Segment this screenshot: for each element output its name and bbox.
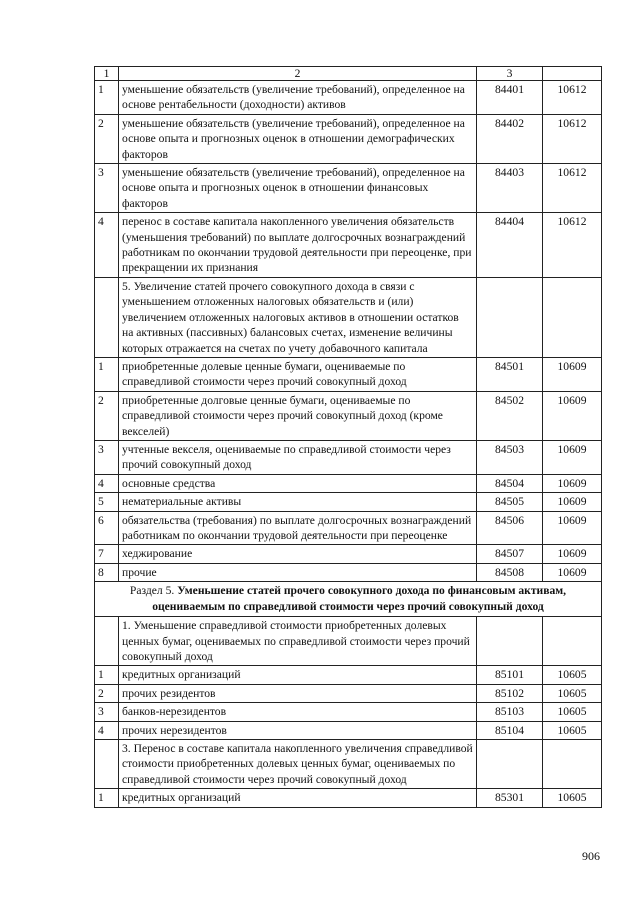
- row-symbol: [477, 277, 543, 357]
- row-description: кредитных организаций: [119, 789, 477, 807]
- row-account: 10609: [543, 545, 602, 563]
- section-prefix: Раздел 5.: [129, 584, 178, 598]
- row-number: [95, 740, 119, 789]
- table-row: [95, 391, 602, 440]
- row-description: кредитных организаций: [119, 666, 477, 684]
- group-heading-5: 5. Увеличение статей прочего совокупного дохода в связи с уменьшением отложенных налоговых обязательств и (или) увеличением отложенных налоговых активов в отношении остатков на активных (пассивных) балансовых счетах, изменение величины которых отражается на счетах по учету добавочного капитала: [119, 277, 477, 357]
- row-number: 4: [95, 721, 119, 739]
- row-number: [95, 277, 119, 357]
- table-row: [95, 666, 602, 684]
- row-description: основные средства: [119, 474, 477, 492]
- row-description: прочих нерезидентов: [119, 721, 477, 739]
- row-description: уменьшение обязательств (увеличение требований), определенное на основе рентабельности (доходности) активов: [119, 81, 477, 115]
- table-row: [95, 114, 602, 163]
- chart-of-accounts-table: [94, 66, 602, 808]
- row-account: 10609: [543, 357, 602, 391]
- row-symbol: [477, 617, 543, 666]
- row-account: 10609: [543, 474, 602, 492]
- table-row: [95, 493, 602, 511]
- row-account: 10612: [543, 114, 602, 163]
- row-number: 3: [95, 164, 119, 213]
- header-col-4: [543, 67, 602, 81]
- row-account: 10609: [543, 493, 602, 511]
- row-account: 10609: [543, 440, 602, 474]
- row-account: 10605: [543, 684, 602, 702]
- section-5-heading: [95, 582, 602, 617]
- page-number: 906: [582, 849, 600, 863]
- group-heading-row: [95, 740, 602, 789]
- header-col-2: 2: [119, 67, 477, 81]
- row-number: 3: [95, 703, 119, 721]
- row-symbol: 85103: [477, 703, 543, 721]
- table-row: [95, 81, 602, 115]
- row-description: обязательства (требования) по выплате долгосрочных вознаграждений работникам по окончании трудовой деятельности при переоценке: [119, 511, 477, 545]
- row-description: уменьшение обязательств (увеличение требований), определенное на основе опыта и прогнозных оценок в отношении финансовых факторов: [119, 164, 477, 213]
- row-number: 3: [95, 440, 119, 474]
- table-row: [95, 721, 602, 739]
- row-number: 7: [95, 545, 119, 563]
- row-symbol: 85104: [477, 721, 543, 739]
- row-symbol: 84402: [477, 114, 543, 163]
- row-symbol: 84508: [477, 563, 543, 581]
- table-row: [95, 474, 602, 492]
- row-symbol: 84501: [477, 357, 543, 391]
- row-symbol: 84404: [477, 213, 543, 278]
- row-description: учтенные векселя, оцениваемые по справедливой стоимости через прочий совокупный доход: [119, 440, 477, 474]
- row-number: [95, 617, 119, 666]
- row-symbol: 85301: [477, 789, 543, 807]
- row-symbol: 84503: [477, 440, 543, 474]
- row-description: прочие: [119, 563, 477, 581]
- table-row: [95, 213, 602, 278]
- header-col-1: 1: [95, 67, 119, 81]
- table-row: [95, 703, 602, 721]
- row-symbol: 84403: [477, 164, 543, 213]
- row-number: 1: [95, 357, 119, 391]
- table-row: [95, 563, 602, 581]
- table-row: [95, 684, 602, 702]
- group-heading-row: [95, 617, 602, 666]
- table-row: [95, 789, 602, 807]
- row-account: 10612: [543, 213, 602, 278]
- row-description: нематериальные активы: [119, 493, 477, 511]
- row-account: 10612: [543, 81, 602, 115]
- row-number: 6: [95, 511, 119, 545]
- row-account: 10605: [543, 789, 602, 807]
- row-number: 1: [95, 789, 119, 807]
- row-account: 10605: [543, 703, 602, 721]
- row-number: 1: [95, 666, 119, 684]
- row-description: перенос в составе капитала накопленного увеличения обязательств (уменьшения требований) по выплате долгосрочных вознаграждений работникам по окончании трудовой деятельности при переоценке, при прекращении их признания: [119, 213, 477, 278]
- row-number: 4: [95, 213, 119, 278]
- row-description: уменьшение обязательств (увеличение требований), определенное на основе опыта и прогнозных оценок в отношении демографических факторов: [119, 114, 477, 163]
- table-row: [95, 511, 602, 545]
- header-row: [95, 67, 602, 81]
- row-number: 8: [95, 563, 119, 581]
- table-row: [95, 164, 602, 213]
- row-account: 10609: [543, 563, 602, 581]
- row-number: 5: [95, 493, 119, 511]
- row-account: [543, 740, 602, 789]
- group-heading-3: 3. Перенос в составе капитала накопленного увеличения справедливой стоимости приобретенных долевых ценных бумаг, оцениваемых по справедливой стоимости через прочий совокупный доход: [119, 740, 477, 789]
- row-symbol: [477, 740, 543, 789]
- header-col-3: 3: [477, 67, 543, 81]
- row-account: 10605: [543, 721, 602, 739]
- row-account: 10609: [543, 391, 602, 440]
- row-number: 1: [95, 81, 119, 115]
- row-account: 10612: [543, 164, 602, 213]
- row-description: приобретенные долевые ценные бумаги, оцениваемые по справедливой стоимости через прочий совокупный доход: [119, 357, 477, 391]
- row-account: 10609: [543, 511, 602, 545]
- row-symbol: 85102: [477, 684, 543, 702]
- row-symbol: 84507: [477, 545, 543, 563]
- table-row: [95, 440, 602, 474]
- row-description: банков-нерезидентов: [119, 703, 477, 721]
- row-account: 10605: [543, 666, 602, 684]
- table-row: [95, 357, 602, 391]
- row-symbol: 84401: [477, 81, 543, 115]
- table-row: [95, 545, 602, 563]
- row-symbol: 84504: [477, 474, 543, 492]
- row-number: 2: [95, 684, 119, 702]
- row-symbol: 84505: [477, 493, 543, 511]
- row-description: прочих резидентов: [119, 684, 477, 702]
- row-number: 2: [95, 114, 119, 163]
- row-symbol: 85101: [477, 666, 543, 684]
- group-heading-row: [95, 277, 602, 357]
- row-symbol: 84502: [477, 391, 543, 440]
- row-number: 2: [95, 391, 119, 440]
- row-symbol: 84506: [477, 511, 543, 545]
- row-description: приобретенные долговые ценные бумаги, оцениваемые по справедливой стоимости через прочий совокупный доход (кроме векселей): [119, 391, 477, 440]
- row-account: [543, 277, 602, 357]
- section-heading-row: [95, 582, 602, 617]
- row-description: хеджирование: [119, 545, 477, 563]
- group-heading-1: 1. Уменьшение справедливой стоимости приобретенных долевых ценных бумаг, оцениваемых по справедливой стоимости через прочий совокупный доход: [119, 617, 477, 666]
- row-account: [543, 617, 602, 666]
- section-title: Уменьшение статей прочего совокупного дохода по финансовым активам, оцениваемым по справедливой стоимости через прочий совокупный доход: [152, 584, 567, 614]
- row-number: 4: [95, 474, 119, 492]
